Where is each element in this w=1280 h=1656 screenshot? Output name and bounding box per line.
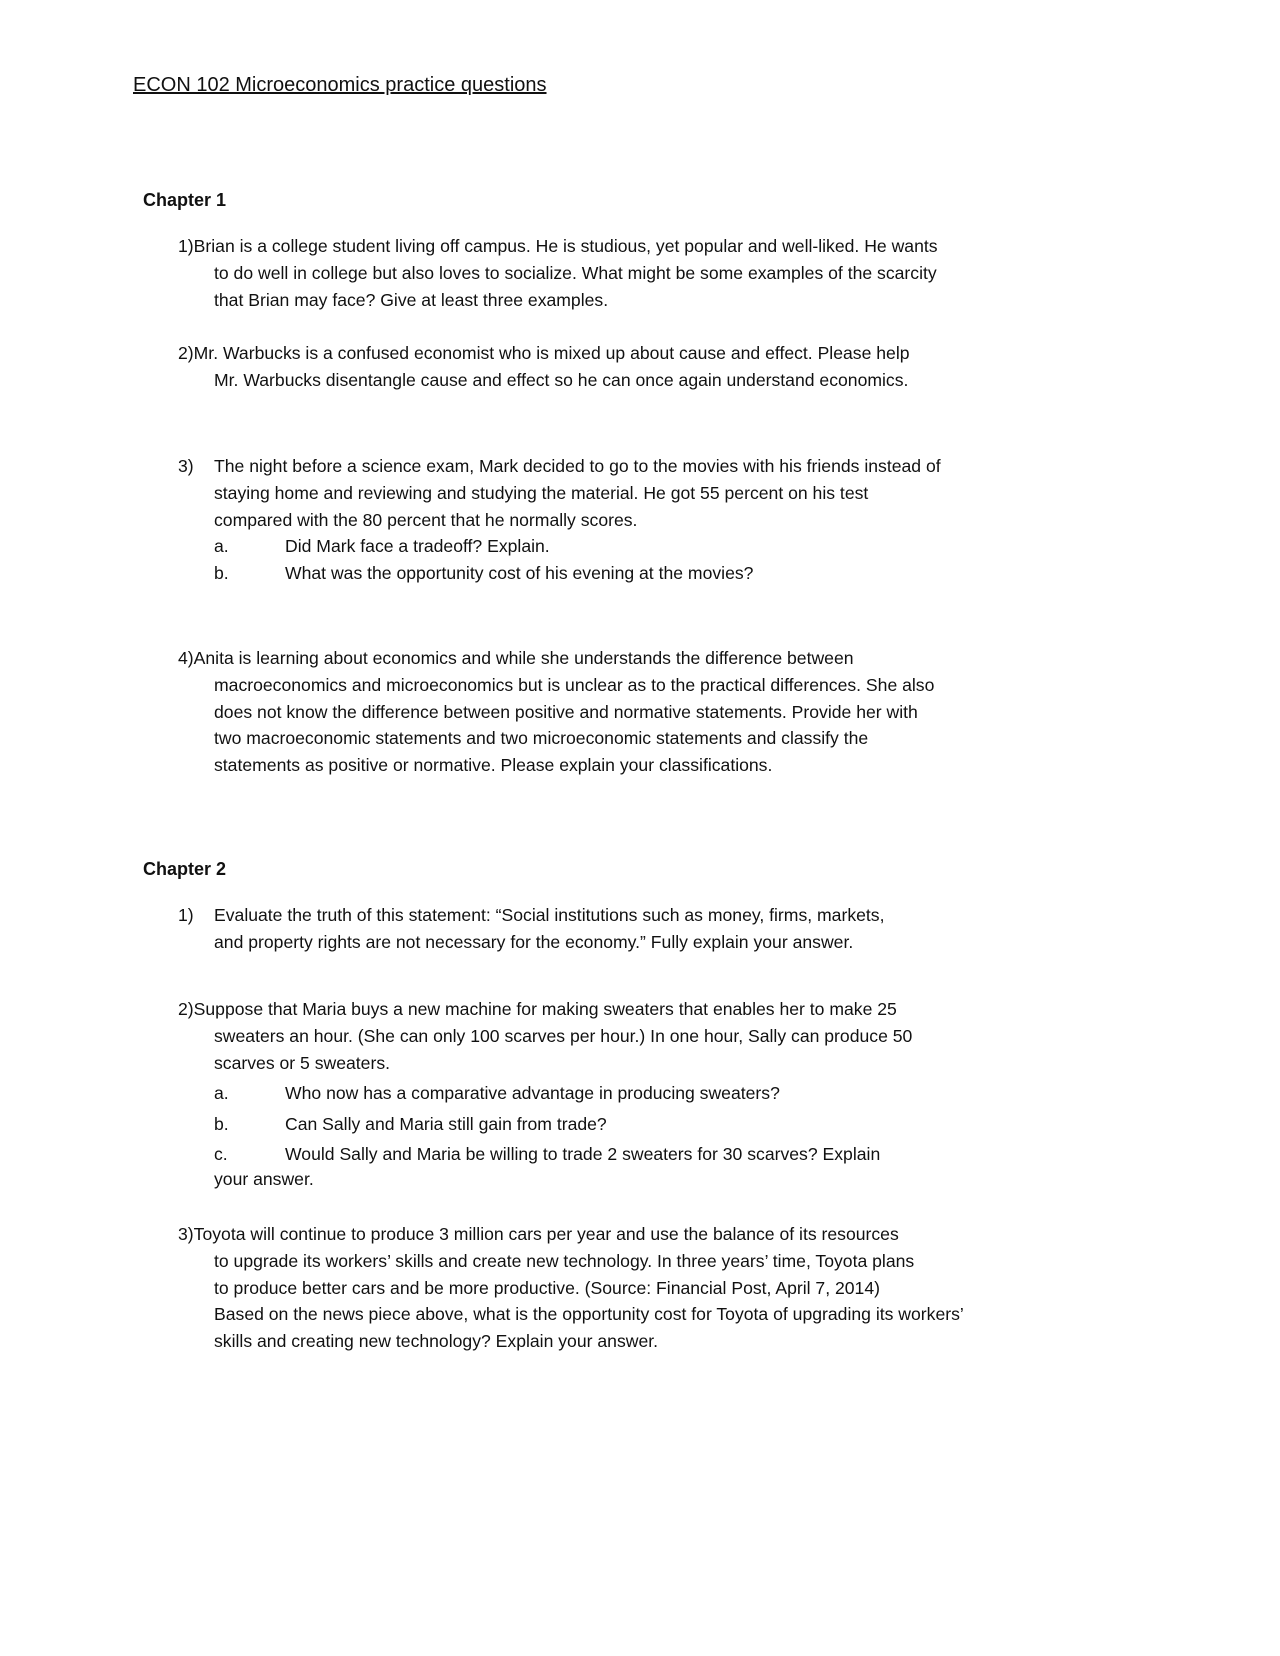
ch1-question-4 [178, 645, 934, 779]
question-number: 1) [178, 236, 194, 256]
question-text: two macroeconomic statements and two microeconomic statements and classify the [214, 728, 869, 749]
chapter-1-heading: Chapter 1 [143, 190, 227, 210]
sub-letter: b. [214, 563, 229, 584]
question-text: Based on the news piece above, what is the opportunity cost for Toyota of upgrading its workers’ [214, 1304, 964, 1325]
question-text: Mr. Warbucks disentangle cause and effect so he can once again understand economics. [214, 369, 909, 390]
sub-letter: a. [214, 536, 229, 557]
question-text: macroeconomics and microeconomics but is unclear as to the practical differences. She also [214, 674, 935, 695]
chapter-2-heading: Chapter 2 [143, 859, 227, 879]
question-text: Toyota will continue to produce 3 million cars per year and use the balance of its resources [193, 1224, 899, 1244]
sub-text: Did Mark face a tradeoff? Explain. [285, 536, 550, 557]
question-number: 3) [178, 1224, 194, 1244]
question-text: Brian is a college student living off campus. He is studious, yet popular and well-liked. He wants [193, 236, 938, 256]
sub-letter: a. [214, 1083, 229, 1104]
question-text: to produce better cars and be more productive. (Source: Financial Post, April 7, 2014) [214, 1277, 880, 1298]
sub-question-b [178, 560, 941, 587]
question-text: Mr. Warbucks is a confused economist who is mixed up about cause and effect. Please help [193, 343, 910, 363]
question-text: staying home and reviewing and studying the material. He got 55 percent on his test [214, 482, 869, 503]
question-text: The night before a science exam, Mark decided to go to the movies with his friends instead of [214, 456, 941, 476]
ch2-question-3 [178, 1221, 964, 1355]
ch1-question-1 [178, 233, 938, 313]
question-text: sweaters an hour. (She can only 100 scarves per hour.) In one hour, Sally can produce 50 [214, 1025, 913, 1046]
question-number: 4) [178, 648, 194, 668]
question-text: Evaluate the truth of this statement: “Social institutions such as money, firms, markets, [214, 905, 885, 925]
ch1-question-2 [178, 340, 910, 394]
question-text: Anita is learning about economics and while she understands the difference between [193, 648, 854, 668]
question-text: to upgrade its workers’ skills and create new technology. In three years’ time, Toyota plans [214, 1250, 915, 1271]
question-text: to do well in college but also loves to socialize. What might be some examples of the scarcity [214, 262, 937, 283]
sub-text: What was the opportunity cost of his evening at the movies? [285, 563, 754, 584]
sub-text: Would Sally and Maria be willing to trade 2 sweaters for 30 scarves? Explain [285, 1144, 881, 1165]
question-text: compared with the 80 percent that he normally scores. [214, 509, 638, 530]
document-title: ECON 102 Microeconomics practice questions [133, 74, 547, 96]
question-number: 3) [178, 456, 194, 476]
question-number: 1) [178, 905, 194, 925]
sub-question-b [178, 1109, 912, 1140]
sub-text: Can Sally and Maria still gain from trade? [285, 1113, 607, 1134]
ch2-question-2 [178, 996, 912, 1193]
question-number: 2) [178, 999, 194, 1019]
question-text: statements as positive or normative. Please explain your classifications. [214, 755, 773, 776]
sub-text: Who now has a comparative advantage in producing sweaters? [285, 1083, 780, 1104]
question-text: that Brian may face? Give at least three examples. [214, 289, 609, 310]
question-text: your answer. [214, 1168, 314, 1189]
question-text: Suppose that Maria buys a new machine for making sweaters that enables her to make 25 [193, 999, 897, 1019]
question-text: does not know the difference between positive and normative statements. Provide her with [214, 701, 918, 722]
sub-question-a [178, 1078, 912, 1109]
ch2-question-1 [178, 902, 884, 956]
ch1-question-3 [178, 453, 941, 587]
sub-letter: c. [214, 1144, 228, 1165]
question-text: scarves or 5 sweaters. [214, 1052, 390, 1073]
question-text: skills and creating new technology? Explain your answer. [214, 1331, 659, 1352]
sub-question-a [178, 533, 941, 560]
question-text: and property rights are not necessary for the economy.” Fully explain your answer. [214, 931, 854, 952]
question-number: 2) [178, 343, 194, 363]
sub-letter: b. [214, 1113, 229, 1134]
